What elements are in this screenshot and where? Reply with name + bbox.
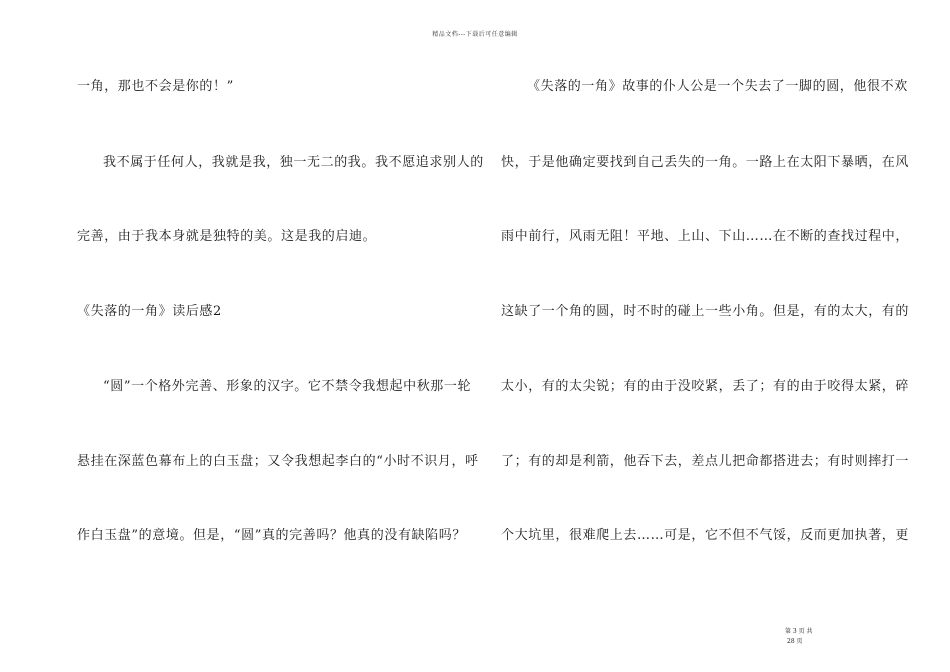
text-line: 悬挂在深蓝色幕布上的白玉盘；又令我想起李白的“小时不识月，呼 [77,454,479,469]
page-header: 精品文档---下载后可任意编辑 [432,31,518,38]
text-line: “圆”一个格外完善、形象的汉字。它不禁令我想起中秋那一轮 [103,379,472,394]
text-line: 个大坑里，很难爬上去……可是，它不但不气馁，反而更加执著，更 [501,528,910,543]
text-line: 太小，有的太尖锐；有的由于没咬紧，丢了；有的由于咬得太紧，碎 [501,379,910,394]
page-number [785,627,825,647]
text-line: 这缺了一个角的圆，时不时的碰上一些小角。但是，有的太大，有的 [501,304,910,319]
page-number-line1: 第 3 页 共 [785,628,813,635]
text-line: 作白玉盘”的意境。但是，“圆”真的完善吗？他真的没有缺陷吗？ [77,528,466,543]
text-line: 雨中前行，风雨无阻！平地、上山、下山……在不断的查找过程中， [501,229,910,244]
text-line: 完善，由于我本身就是独特的美。这是我的启迪。 [77,229,377,244]
text-line: 快，于是他确定要找到自己丢失的一角。一路上在太阳下暴晒，在风 [501,155,910,170]
text-line: 了；有的却是利箭，他吞下去，差点儿把命都搭进去；有时则摔打一 [501,454,910,469]
text-line: 我不属于任何人，我就是我，独一无二的我。我不愿追求别人的 [103,155,484,170]
section-heading: 《失落的一角》读后感2 [77,304,222,319]
text-line: 《失落的一角》故事的仆人公是一个失去了一脚的圆，他很不欢 [527,79,908,94]
page-number-line2: 28 页 [787,638,803,645]
text-line: 一角，那也不会是你的！” [77,79,234,94]
